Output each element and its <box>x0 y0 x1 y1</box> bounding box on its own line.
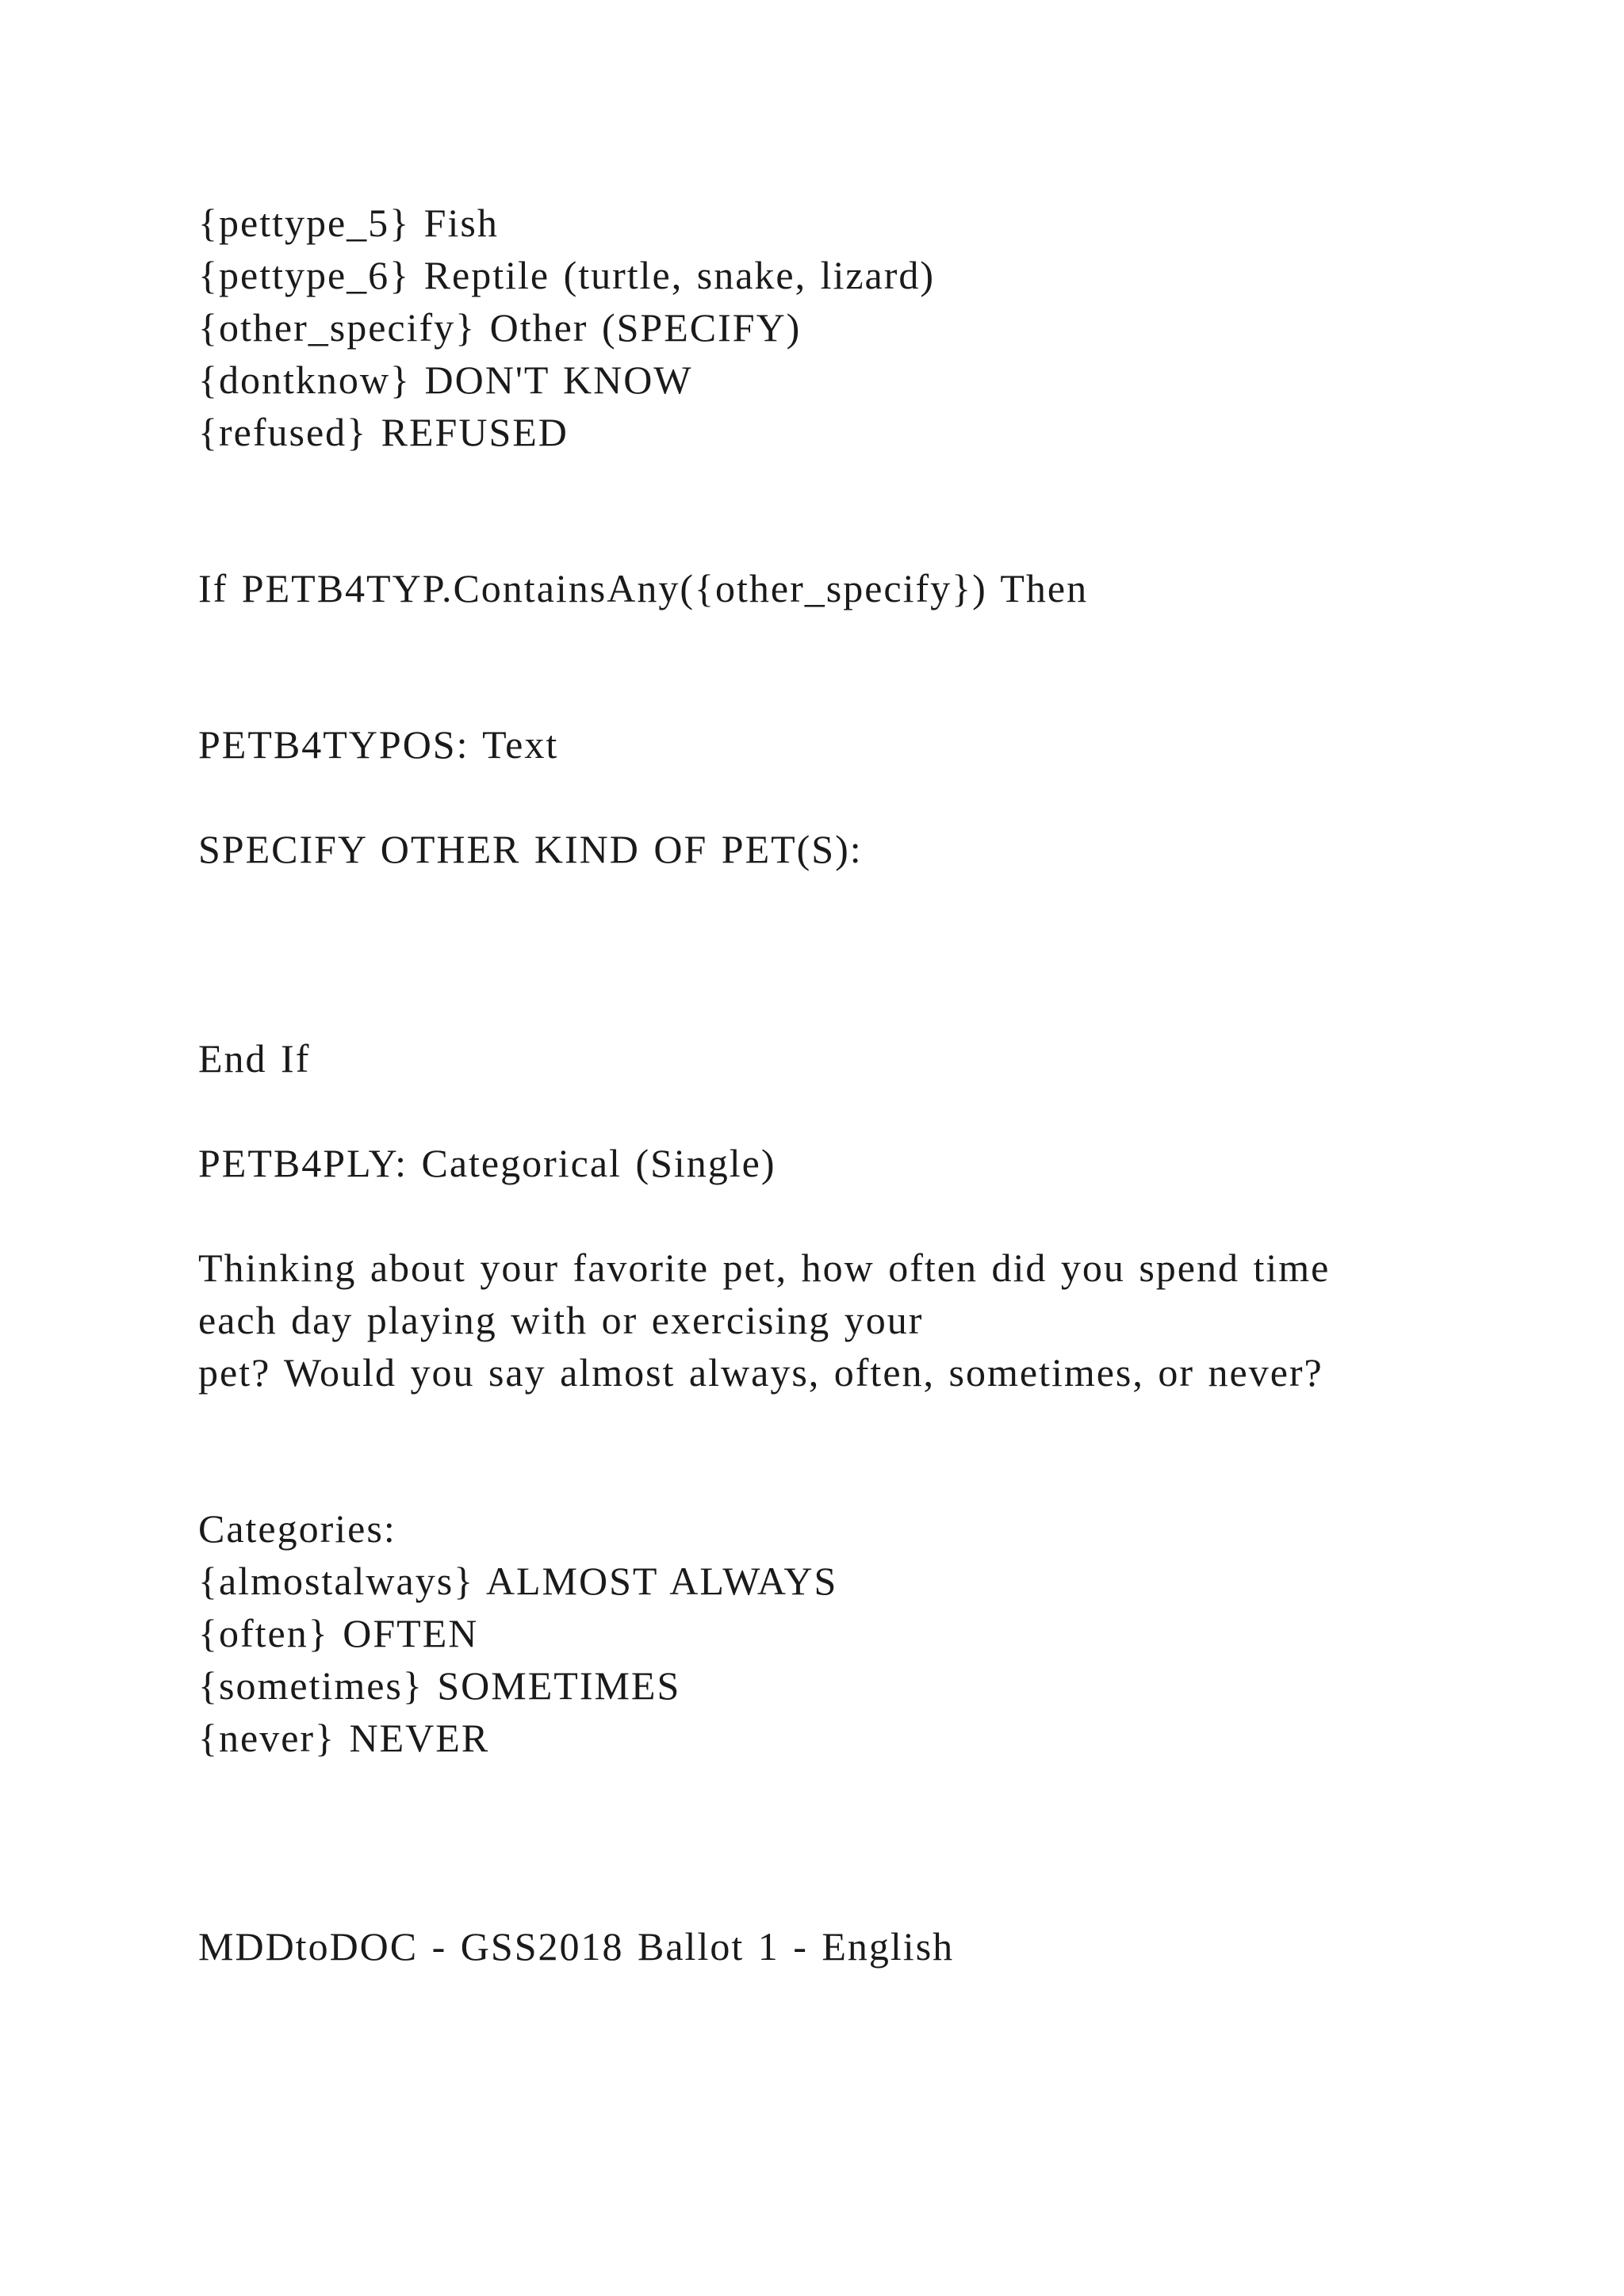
question-header-petb4typos: PETB4TYPOS: Text <box>198 722 559 767</box>
category-option-pettype-5: {pettype_5} Fish <box>198 201 499 245</box>
category-option-almostalways: {almostalways} ALMOST ALWAYS <box>198 1559 838 1603</box>
question-header-petb4ply: PETB4PLY: Categorical (Single) <box>198 1141 776 1185</box>
document-footer: MDDtoDOC - GSS2018 Ballot 1 - English <box>198 1924 955 1969</box>
question-text-line: each day playing with or exercising your <box>198 1298 924 1342</box>
category-option-sometimes: {sometimes} SOMETIMES <box>198 1663 681 1708</box>
condition-if-statement: If PETB4TYP.ContainsAny({other_specify}) Then <box>198 566 1089 610</box>
category-option-dontknow: {dontknow} DON'T KNOW <box>198 358 693 402</box>
condition-end-if: End If <box>198 1036 311 1081</box>
question-text-line: pet? Would you say almost always, often, sometimes, or never? <box>198 1350 1323 1395</box>
categories-label: Categories: <box>198 1506 396 1551</box>
category-option-pettype-6: {pettype_6} Reptile (turtle, snake, lizard) <box>198 253 936 297</box>
question-prompt-petb4typos: SPECIFY OTHER KIND OF PET(S): <box>198 827 863 871</box>
category-option-other-specify: {other_specify} Other (SPECIFY) <box>198 305 802 350</box>
category-option-never: {never} NEVER <box>198 1716 490 1760</box>
category-option-refused: {refused} REFUSED <box>198 410 569 454</box>
category-option-often: {often} OFTEN <box>198 1611 479 1655</box>
question-text-line: Thinking about your favorite pet, how often did you spend time <box>198 1246 1331 1290</box>
